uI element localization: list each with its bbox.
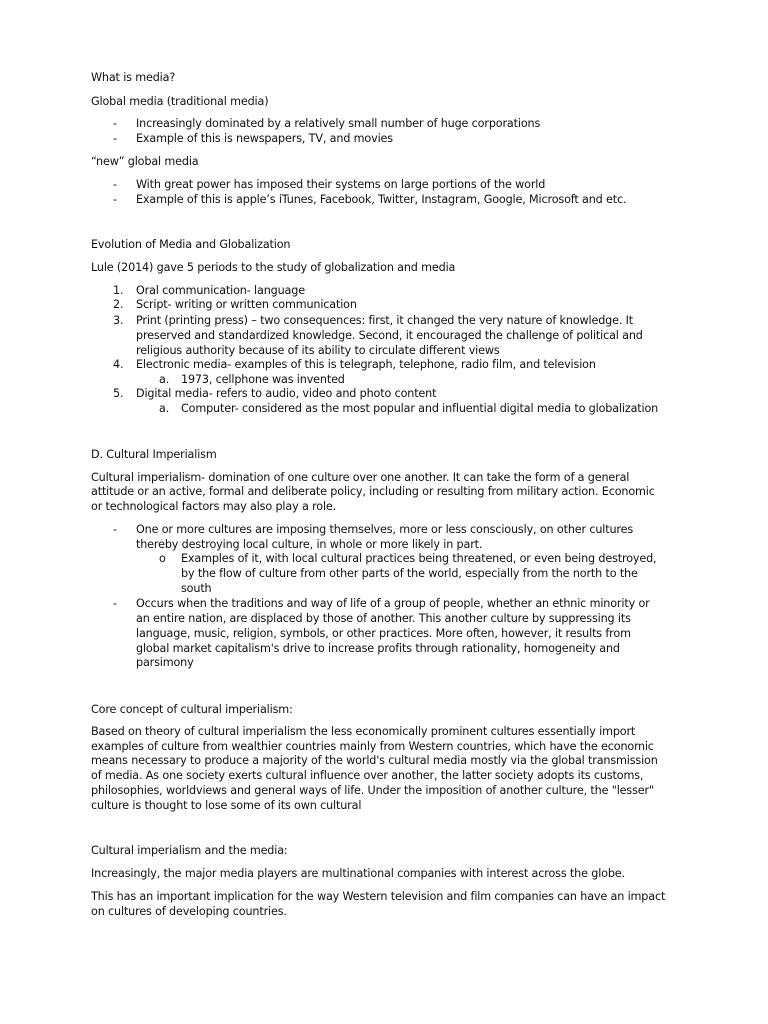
definition-line: attitude or an active, formal and deliberate policy, including or resulting from military action. Economic <box>91 485 655 498</box>
list-item-continuation: preserved and standardized knowledge. Second, it encouraged the challenge of political and <box>136 329 643 342</box>
sub-list-letter: a. <box>159 373 170 386</box>
list-item-continuation: an entire nation, are displaced by those of another. This another culture by suppressing its <box>136 612 631 625</box>
list-item-continuation: religious authority because of its ability to circulate different views <box>136 344 500 357</box>
sub-list-item-continuation: south <box>181 582 212 595</box>
list-item: Occurs when the traditions and way of life of a group of people, whether an ethnic minority or <box>136 597 650 610</box>
paragraph-line: of media. As one society exerts cultural influence over another, the latter society adopts its customs, <box>91 769 644 782</box>
list-item: Oral communication- language <box>136 284 305 297</box>
bullet-marker: - <box>113 132 117 145</box>
sub-bullet-marker: o <box>159 552 166 565</box>
heading-evolution: Evolution of Media and Globalization <box>91 238 291 251</box>
definition-line: or technological factors may also play a role. <box>91 500 337 513</box>
list-number: 3. <box>113 314 124 327</box>
list-item: Electronic media- examples of this is telegraph, telephone, radio film, and television <box>136 358 596 371</box>
paragraph-line: Increasingly, the major media players are multinational companies with interest across the globe. <box>91 867 625 880</box>
bullet-marker: - <box>113 178 117 191</box>
sub-list-item: Computer- considered as the most popular and influential digital media to globalization <box>181 402 659 415</box>
sub-list-item: Examples of it, with local cultural practices being threatened, or even being destroyed, <box>181 552 657 565</box>
list-item-continuation: global market capitalism's drive to increase profits through rationality, homogeneity and <box>136 642 620 655</box>
paragraph-line: examples of culture from wealthier countries mainly from Western countries, which have the economic <box>91 740 654 753</box>
paragraph-line: This has an important implication for the way Western television and film companies can have an impact <box>91 890 666 903</box>
heading-cultural-imperialism: D. Cultural Imperialism <box>91 448 217 461</box>
list-item: Example of this is newspapers, TV, and movies <box>136 132 393 145</box>
paragraph-line: philosophies, worldviews and general ways of life. Under the imposition of another culture, the "lesser" <box>91 784 654 797</box>
evolution-intro: Lule (2014) gave 5 periods to the study of globalization and media <box>91 261 456 274</box>
list-item: One or more cultures are imposing themselves, more or less consciously, on other cultures <box>136 523 634 536</box>
list-item-continuation: thereby destroying local culture, in whole or more likely in part. <box>136 538 483 551</box>
list-item-continuation: parsimony <box>136 656 194 669</box>
list-item: Example of this is apple’s iTunes, Facebook, Twitter, Instagram, Google, Microsoft and etc. <box>136 193 627 206</box>
bullet-marker: - <box>113 117 117 130</box>
sub-list-letter: a. <box>159 402 170 415</box>
list-item: Increasingly dominated by a relatively small number of huge corporations <box>136 117 541 130</box>
list-number: 2. <box>113 298 124 311</box>
list-item: Script- writing or written communication <box>136 298 357 311</box>
heading-media: Cultural imperialism and the media: <box>91 844 288 857</box>
sub-list-item-continuation: by the flow of culture from other parts of the world, especially from the north to the <box>181 567 638 580</box>
bullet-marker: - <box>113 597 117 610</box>
definition-line: Cultural imperialism- domination of one culture over one another. It can take the form of a general <box>91 471 630 484</box>
list-item: With great power has imposed their systems on large portions of the world <box>136 178 546 191</box>
paragraph-line: culture is thought to lose some of its own cultural <box>91 799 362 812</box>
sub-list-item: 1973, cellphone was invented <box>181 373 345 386</box>
paragraph-line: means necessary to produce a majority of the world's cultural media mostly via the global transmission <box>91 754 658 767</box>
list-number: 1. <box>113 284 124 297</box>
paragraph-line: on cultures of developing countries. <box>91 905 287 918</box>
new-media-label: “new” global media <box>91 155 199 168</box>
list-item-continuation: language, music, religion, symbols, or other practices. More often, however, it results from <box>136 627 631 640</box>
bullet-marker: - <box>113 193 117 206</box>
global-media-label: Global media (traditional media) <box>91 95 269 108</box>
bullet-marker: - <box>113 523 117 536</box>
list-item: Print (printing press) – two consequences: first, it changed the very nature of knowledge. It <box>136 314 634 327</box>
heading-core-concept: Core concept of cultural imperialism: <box>91 703 293 716</box>
list-number: 5. <box>113 387 124 400</box>
list-number: 4. <box>113 358 124 371</box>
heading-what-is-media: What is media? <box>91 71 176 84</box>
paragraph-line: Based on theory of cultural imperialism the less economically prominent cultures essentially import <box>91 725 636 738</box>
list-item: Digital media- refers to audio, video and photo content <box>136 387 437 400</box>
